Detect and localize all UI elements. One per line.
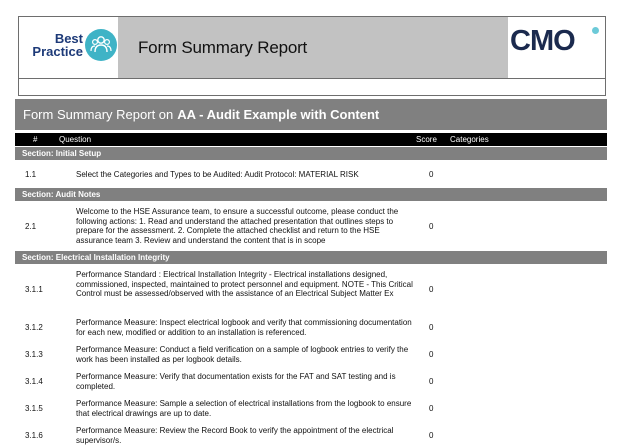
report-title-bar [15,99,607,130]
row-number: 3.1.5 [25,404,43,413]
row-question: Performance Measure: Verify that documentation exists for the FAT and SAT testing and is completed. [76,372,396,391]
cmo-logo-text: CMO [510,25,575,57]
page-title: Form Summary Report [138,37,308,57]
row-score: 0 [429,431,434,440]
column-question: Question [59,135,92,144]
row-number: 3.1.1 [25,285,43,294]
table-column-header [15,133,607,146]
best-practice-logo [19,17,118,78]
row-question: Welcome to the HSE Assurance team, to ensure a successful outcome, please conduct the following actions: 1. Read and understand the attached presentation that outlines steps to prepare for the assessment. 2. Complete the attached checklist and return to the HSE assurance team 3. Review and understand the content that is in scope [76,207,399,245]
row-score: 0 [429,323,434,332]
column-num: # [33,135,38,144]
people-group-icon [85,29,117,61]
row-number: 2.1 [25,222,37,231]
cmo-logo [508,17,605,78]
row-score: 0 [429,377,434,386]
report-header [18,16,606,96]
header-title-cell [118,17,508,78]
row-question: Performance Standard : Electrical Installation Integrity - Electrical installations designed, commissioned, inspected, maintained to protect personnel and equipment. NOTE - This Critical Control must be assessed/observed with the assistance of an Electrical Subject Matter Ex [76,270,413,298]
row-question: Performance Measure: Review the Record Book to verify the appointment of the electrical supervisor/s. [76,426,394,445]
row-score: 0 [429,350,434,359]
row-number: 3.1.6 [25,431,43,440]
column-score: Score [416,135,437,144]
row-question: Performance Measure: Inspect electrical logbook and verify that commissioning documentation for each new, modified or addition to an installation is referenced. [76,318,412,337]
row-score: 0 [429,170,434,179]
section-header: Section: Initial Setup [15,147,607,160]
row-number: 3.1.3 [25,350,43,359]
best-practice-logo-text [23,32,83,58]
form-name: AA - Audit Example with Content [177,107,380,122]
plus-circle-icon [592,27,599,34]
row-score: 0 [429,222,434,231]
logo-line-2: Practice [32,44,83,59]
row-score: 0 [429,404,434,413]
section-header: Section: Audit Notes [15,188,607,201]
row-number: 1.1 [25,170,37,179]
row-score: 0 [429,285,434,294]
header-divider [19,78,605,79]
row-question: Performance Measure: Conduct a field verification on a sample of logbook entries to verify the work has been installed as per logbook details. [76,345,409,364]
row-question: Performance Measure: Sample a selection of electrical installations from the logbook to ensure that electrical drawings are up to date. [76,399,412,418]
column-categories: Categories [450,135,489,144]
row-question: Select the Categories and Types to be Audited: Audit Protocol: MATERIAL RISK [76,170,359,179]
row-number: 3.1.2 [25,323,43,332]
logo-line-1: Best [54,31,83,46]
section-header: Section: Electrical Installation Integrity [15,251,607,264]
row-number: 3.1.4 [25,377,43,386]
report-title-prefix: Form Summary Report on [23,107,174,122]
